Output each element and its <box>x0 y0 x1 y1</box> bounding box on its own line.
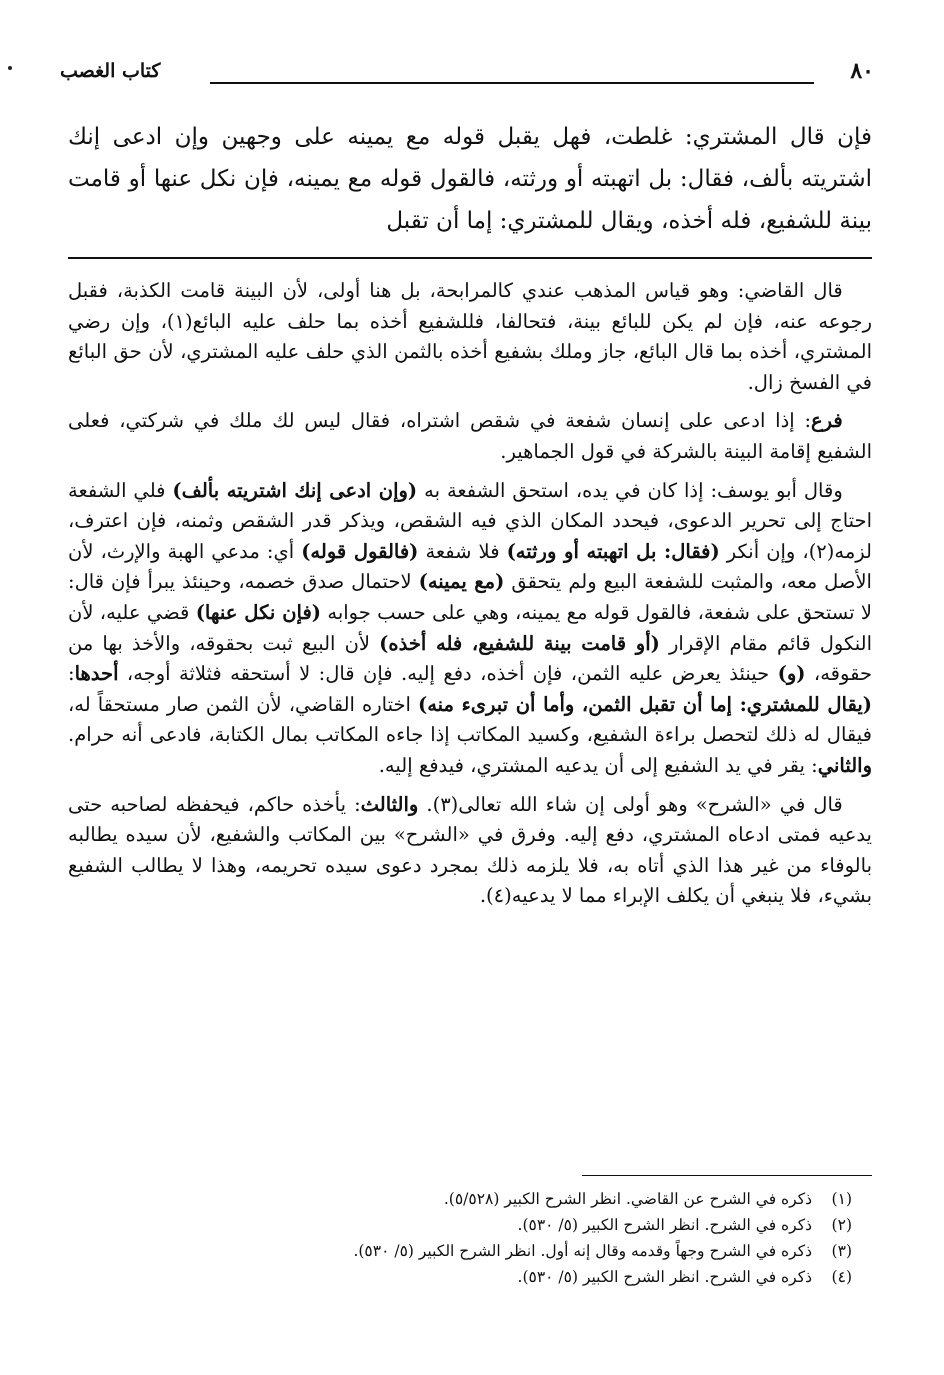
bold-term: أحدها <box>74 662 119 686</box>
page-header <box>60 58 874 90</box>
matn-paragraph: فإن قال المشتري: غلطت، فهل يقبل قوله مع يمينه على وجهين وإن ادعى إنك اشتريته بألف، فقال: بل اتهبته أو ورثته، فالقول قوله مع يمينه، فإن نكل عنها أو قامت بينة للشفيع، فله أخذه، ويقال للمشتري: إما أن تقبل <box>68 124 872 234</box>
page-number: ٨٠ <box>850 58 874 84</box>
footnote-text: ذكره في الشرح وجهاً وقدمه وقال إنه أول. انظر الشرح الكبير (٥/ ٥٣٠). <box>353 1242 812 1260</box>
matn-text <box>68 116 872 242</box>
bold-term: والثاني <box>817 753 872 777</box>
sharh-paragraph-3 <box>68 476 872 782</box>
header-rule <box>210 82 814 84</box>
text-run: لاحتمال صدق خصمه، وحينئذ يبرأ فإن قال: لا تستحق على شفعة، فالقول قوله مع يمينه، وهي على حسب جوابه <box>68 570 872 624</box>
sharh-paragraph-2 <box>68 406 872 467</box>
bold-term: والثالث <box>360 792 419 816</box>
quoted-matn: (أو قامت بينة للشفيع، فله أخذه) <box>379 631 660 655</box>
text-run: قال في «الشرح» وهو أولى إن شاء الله تعالى(٣). <box>418 792 843 816</box>
footnote-number: (٣) <box>831 1242 852 1260</box>
book-title: كتاب الغصب <box>60 60 161 82</box>
footnote-text: ذكره في الشرح. انظر الشرح الكبير (٥/ ٥٣٠). <box>517 1268 812 1286</box>
text-run: حينئذ يعرض عليه الثمن، فإن أخذه، دفع إليه. فإن قال: لا أستحقه فثلاثة أوجه، <box>118 662 778 686</box>
matn-sharh-divider <box>68 257 872 259</box>
text-run: فلي الشفعة احتاج إلى تحرير الدعوى، فيحدد المكان الذي فيه الشقص، ويذكر قدر الشقص وثمنه، فإن اعترف، لزمه(٢)، وإن أنكر <box>68 478 872 563</box>
text-run: اختاره القاضي، لأن الثمن صار مستحقاً له، فيقال له ذلك لتحصل براءة الشفيع، وكسيد المكاتب إذا جاءه المكاتب بمال الكتابة، فادعى أنه حرام. <box>68 692 872 747</box>
quoted-matn: (وإن ادعى إنك اشتريته بألف) <box>172 478 418 502</box>
footnote-rule <box>582 1175 872 1176</box>
far-text: : إذا ادعى على إنسان شفعة في شقص اشتراه، فقال ليس لك ملك في شركتي، فعلى الشفيع إقامة البينة بالشركة في قول الجماهير. <box>68 409 872 463</box>
text-run: : <box>68 662 75 686</box>
far-label: فرع <box>811 409 843 433</box>
quoted-matn: (يقال للمشتري: إما أن تقبل الثمن، وأما أن تبرىء منه) <box>417 692 872 716</box>
footnote <box>68 1238 852 1264</box>
quoted-matn: (مع يمينه) <box>418 570 505 594</box>
footnote <box>68 1212 852 1238</box>
quoted-matn: (و) <box>777 662 806 686</box>
text-run: : يقر في يد الشفيع إلى أن يدعيه المشتري، فيدفع إليه. <box>378 753 818 777</box>
footnotes <box>68 1186 852 1290</box>
footnote-number: (١) <box>831 1190 852 1208</box>
footnote-text: ذكره في الشرح عن القاضي. انظر الشرح الكبير (٥/٥٢٨). <box>443 1190 812 1208</box>
footnote-number: (٢) <box>831 1216 852 1234</box>
footnote-text: ذكره في الشرح. انظر الشرح الكبير (٥/ ٥٣٠). <box>517 1216 812 1234</box>
footnote <box>68 1186 852 1212</box>
text-run: وقال أبو يوسف: إذا كان في يده، استحق الشفعة به <box>417 478 843 502</box>
quoted-matn: (فقال: بل اتهبته أو ورثته) <box>506 539 720 563</box>
quoted-matn: (فإن نكل عنها) <box>195 600 322 624</box>
text-run: فلا شفعة <box>418 539 507 563</box>
text-run: لأن البيع ثبت بحقوقه، والأخذ بها من حقوقه، <box>68 631 872 686</box>
text-run: قضي عليه، لأن النكول قائم مقام الإقرار <box>68 600 873 655</box>
footnote-number: (٤) <box>831 1268 852 1286</box>
footnote <box>68 1264 852 1290</box>
quoted-matn: (فالقول قوله) <box>301 539 419 563</box>
text-run: أي: مدعي الهبة والإرث، لأن الأصل معه، والمثبت للشفعة البيع ولم يتحقق <box>68 539 872 594</box>
scan-speck <box>8 66 12 70</box>
sharh-paragraph-4 <box>68 790 872 912</box>
sharh-text <box>68 276 872 920</box>
sharh-paragraph-1: قال القاضي: وهو قياس المذهب عندي كالمرابحة، بل هنا أولى، لأن البينة قامت الكذبة، فقبل رجوعه عنه، فإن لم يكن للبائع بينة، فتحالفا، فللشفيع أخذه بما حلف عليه البائع(١)، وإن رضي المشتري، أخذه بما قال البائع، جاز وملك بشفيع أخذه بالثمن الذي حلف عليه المشتري، لأن حق البائع في الفسخ زال. <box>68 279 872 394</box>
text-run: : يأخذه حاكم، فيحفظه لصاحبه حتى يدعيه فمتى ادعاه المشتري، دفع إليه. وفرق في «الشرح» بين المكاتب والشفيع، لأن سيده يطالبه بالوفاء من غير هذا الذي أتاه به، فلا يلزمه ذلك بمجرد دعوى سيده تحريمه، وهذا لا يطالب الشفيع بشيء، فلا ينبغي أن يكلف الإبراء مما لا يدعيه(٤). <box>68 792 872 908</box>
